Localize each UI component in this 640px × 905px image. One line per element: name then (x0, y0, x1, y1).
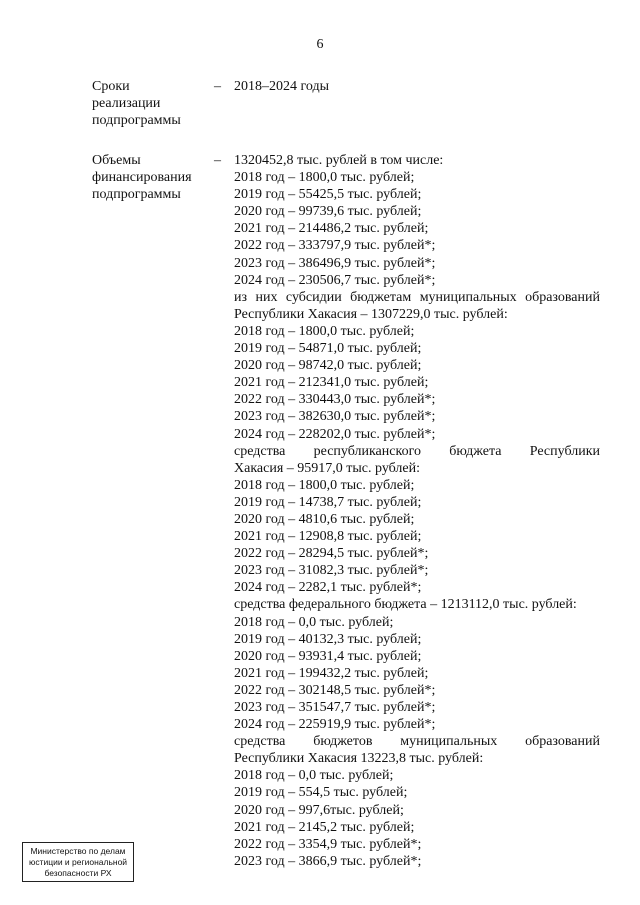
value-line: 2019 год – 14738,7 тыс. рублей; (234, 494, 422, 510)
stamp-line: Министерство по делам (30, 846, 126, 856)
value-line: из них субсидии бюджетам муниципальных образований (234, 289, 600, 305)
label-line: финансирования (92, 170, 192, 185)
value-line: 2021 год – 214486,2 тыс. рублей; (234, 221, 429, 237)
value-line: 2020 год – 99739,6 тыс. рублей; (234, 204, 422, 220)
value-line: Хакасия – 95917,0 тыс. рублей: (234, 460, 420, 476)
label-line: подпрограммы (92, 187, 181, 202)
stamp-line: безопасности РХ (44, 868, 112, 878)
value-line: 2024 год – 225919,9 тыс. рублей*; (234, 717, 436, 733)
value-line: 2023 год – 31082,3 тыс. рублей*; (234, 563, 429, 579)
label-line: реализации (92, 96, 161, 111)
value-line: 2018 год – 0,0 тыс. рублей; (234, 614, 394, 630)
value-line: 2024 год – 2282,1 тыс. рублей*; (234, 580, 422, 596)
value-line: 2022 год – 333797,9 тыс. рублей*; (234, 238, 436, 254)
section-period-value (234, 78, 600, 95)
value-line: 2018 год – 1800,0 тыс. рублей; (234, 477, 415, 493)
ministry-stamp (22, 842, 134, 882)
value-line: 2018–2024 годы (234, 79, 330, 94)
value-line: Республики Хакасия 13223,8 тыс. рублей: (234, 751, 484, 767)
label-line: Объемы (92, 153, 141, 168)
value-line: 2018 год – 0,0 тыс. рублей; (234, 768, 394, 784)
value-line: 2021 год – 12908,8 тыс. рублей; (234, 529, 422, 545)
value-line: 2023 год – 382630,0 тыс. рублей*; (234, 409, 436, 425)
value-line: 2024 год – 230506,7 тыс. рублей*; (234, 272, 436, 288)
value-line: 2018 год – 1800,0 тыс. рублей; (234, 170, 415, 186)
value-line: 2019 год – 554,5 тыс. рублей; (234, 785, 408, 801)
value-line: средства бюджетов муниципальных образований (234, 734, 600, 750)
value-line: 2021 год – 2145,2 тыс. рублей; (234, 819, 415, 835)
value-line: 2019 год – 54871,0 тыс. рублей; (234, 341, 422, 357)
value-line: 2021 год – 212341,0 тыс. рублей; (234, 375, 429, 391)
label-line: подпрограммы (92, 113, 181, 128)
label-line: Сроки (92, 79, 130, 94)
value-line: 2023 год – 386496,9 тыс. рублей*; (234, 255, 436, 271)
value-line: средства федерального бюджета – 1213112,0 тыс. рублей: (234, 597, 577, 613)
value-line: 2022 год – 330443,0 тыс. рублей*; (234, 392, 436, 408)
section-period-dash: – (214, 79, 221, 94)
value-line: 2022 год – 28294,5 тыс. рублей*; (234, 546, 429, 562)
stamp-line: юстиции и региональной (28, 857, 128, 867)
value-line: 2019 год – 55425,5 тыс. рублей; (234, 187, 422, 203)
value-line: 2020 год – 997,6тыс. рублей; (234, 802, 404, 818)
value-line: 2023 год – 351547,7 тыс. рублей*; (234, 700, 436, 715)
value-line: 2022 год – 302148,5 тыс. рублей*; (234, 682, 436, 698)
value-line: 2019 год – 40132,3 тыс. рублей; (234, 631, 422, 647)
value-line: 2020 год – 93931,4 тыс. рублей; (234, 648, 422, 664)
value-line: 2020 год – 98742,0 тыс. рублей; (234, 358, 422, 374)
value-line: 2022 год – 3354,9 тыс. рублей*; (234, 836, 422, 852)
value-line: средства республиканского бюджета Республики (234, 443, 600, 459)
value-line: Республики Хакасия – 1307229,0 тыс. рублей: (234, 306, 508, 322)
section-period-label (92, 78, 212, 129)
page-number: 6 (316, 37, 324, 52)
value-line: 1320452,8 тыс. рублей в том числе: (234, 153, 444, 168)
section-funding-label (92, 152, 212, 203)
value-line: 2024 год – 228202,0 тыс. рублей*; (234, 426, 436, 442)
value-line: 2018 год – 1800,0 тыс. рублей; (234, 323, 415, 339)
value-line: 2020 год – 4810,6 тыс. рублей; (234, 511, 415, 527)
section-funding-dash: – (214, 153, 221, 168)
value-line: 2023 год – 3866,9 тыс. рублей*; (234, 853, 422, 869)
value-line: 2021 год – 199432,2 тыс. рублей; (234, 665, 429, 681)
section-funding-value (234, 152, 600, 870)
